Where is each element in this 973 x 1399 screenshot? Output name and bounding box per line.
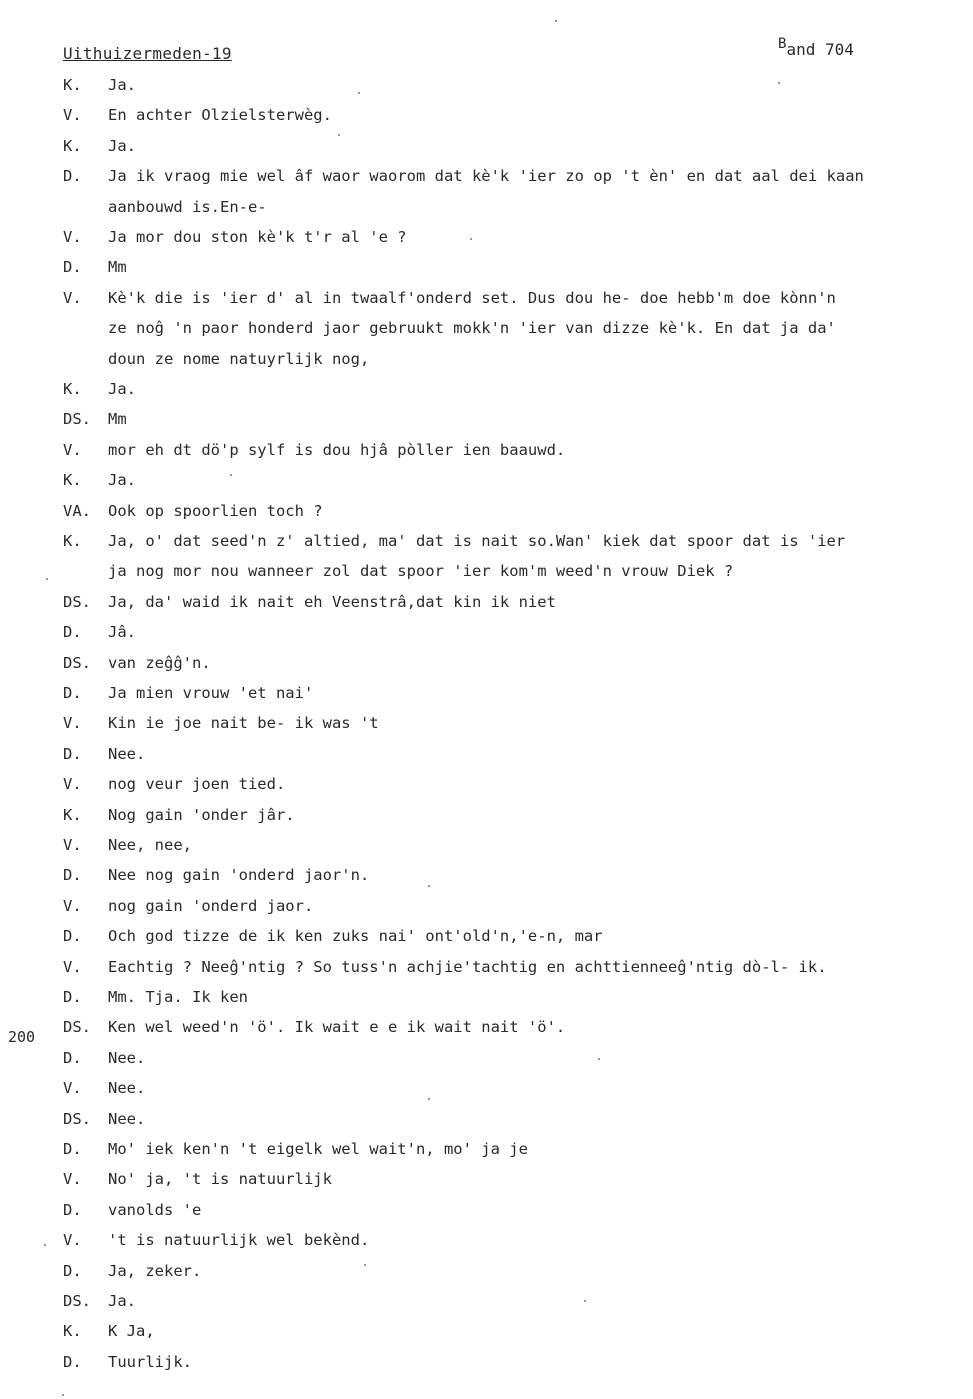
utterance-text: Ja. bbox=[108, 380, 136, 398]
utterance-text: vanolds 'e bbox=[108, 1201, 202, 1219]
speaker-label: DS. bbox=[63, 1018, 91, 1036]
speaker-label: V. bbox=[63, 714, 82, 732]
utterance-text: Nee. bbox=[108, 1049, 146, 1067]
utterance-text: Och god tizze de ik ken zuks nai' ont'old'n,'e-n, mar bbox=[108, 927, 603, 945]
utterance-text: No' ja, 't is natuurlijk bbox=[108, 1170, 332, 1188]
utterance-text: ja nog mor nou wanneer zol dat spoor 'ier kom'm weed'n vrouw Diek ? bbox=[108, 562, 734, 580]
utterance-text: Ja. bbox=[108, 76, 136, 94]
scan-speck bbox=[364, 1264, 366, 1266]
utterance-text: Ken wel weed'n 'ö'. Ik wait e e ik wait nait 'ö'. bbox=[108, 1018, 566, 1036]
utterance-text: Ja mor dou ston kè'k t'r al 'e ? bbox=[108, 228, 407, 246]
utterance-text: Mm bbox=[108, 410, 127, 428]
scan-speck bbox=[428, 885, 430, 887]
scan-speck bbox=[555, 20, 557, 22]
utterance-text: Nee, nee, bbox=[108, 836, 192, 854]
scan-speck bbox=[358, 92, 360, 94]
speaker-label: D. bbox=[63, 623, 82, 641]
utterance-text: Mm. Tja. Ik ken bbox=[108, 988, 248, 1006]
utterance-text: Nee. bbox=[108, 1110, 146, 1128]
speaker-label: D. bbox=[63, 258, 82, 276]
utterance-text: En achter Olzielsterwèg. bbox=[108, 106, 332, 124]
speaker-label: D. bbox=[63, 988, 82, 1006]
margin-number: 200 bbox=[8, 1028, 36, 1046]
utterance-text: Nee nog gain 'onderd jaor'n. bbox=[108, 866, 370, 884]
speaker-label: D. bbox=[63, 1140, 82, 1158]
utterance-text: 't is natuurlijk wel bekènd. bbox=[108, 1231, 370, 1249]
speaker-label: V. bbox=[63, 775, 82, 793]
utterance-text: Nee. bbox=[108, 745, 146, 763]
scan-speck bbox=[230, 474, 232, 476]
speaker-label: K. bbox=[63, 76, 82, 94]
utterance-text: nog gain 'onderd jaor. bbox=[108, 897, 314, 915]
utterance-text: K Ja, bbox=[108, 1322, 155, 1340]
utterance-text: Ook op spoorlien toch ? bbox=[108, 502, 323, 520]
speaker-label: V. bbox=[63, 1079, 82, 1097]
speaker-label: D. bbox=[63, 1262, 82, 1280]
speaker-label: V. bbox=[63, 228, 82, 246]
utterance-text: Mm bbox=[108, 258, 127, 276]
utterance-text: Ja. bbox=[108, 137, 136, 155]
speaker-label: K. bbox=[63, 1322, 82, 1340]
speaker-label: V. bbox=[63, 441, 82, 459]
utterance-text: Ja. bbox=[108, 1292, 136, 1310]
utterance-text: Mo' iek ken'n 't eigelk wel wait'n, mo' ja je bbox=[108, 1140, 528, 1158]
scan-speck bbox=[62, 1394, 64, 1396]
scan-speck bbox=[584, 1300, 586, 1302]
utterance-text: mor eh dt dö'p sylf is dou hjâ pòller ien baauwd. bbox=[108, 441, 566, 459]
band-number-rest: and 704 bbox=[786, 40, 854, 59]
speaker-label: DS. bbox=[63, 1110, 91, 1128]
utterance-text: Kè'k die is 'ier d' al in twaalf'onderd set. Dus dou he- doe hebb'm doe kònn'n bbox=[108, 289, 836, 307]
utterance-text: doun ze nome natuyrlijk nog, bbox=[108, 350, 370, 368]
speaker-label: D. bbox=[63, 745, 82, 763]
band-number-cap: B bbox=[778, 36, 787, 52]
utterance-text: nog veur joen tied. bbox=[108, 775, 286, 793]
utterance-text: ze noĝ 'n paor honderd jaor gebruukt mokk'n 'ier van dizze kè'k. En dat ja da' bbox=[108, 319, 836, 337]
utterance-text: Kin ie joe nait be- ik was 't bbox=[108, 714, 379, 732]
speaker-label: D. bbox=[63, 167, 82, 185]
scan-speck bbox=[778, 82, 780, 84]
speaker-label: K. bbox=[63, 137, 82, 155]
speaker-label: DS. bbox=[63, 1292, 91, 1310]
utterance-text: Tuurlijk. bbox=[108, 1353, 192, 1371]
speaker-label: DS. bbox=[63, 593, 91, 611]
utterance-text: Ja. bbox=[108, 471, 136, 489]
speaker-label: K. bbox=[63, 471, 82, 489]
speaker-label: V. bbox=[63, 1231, 82, 1249]
speaker-label: K. bbox=[63, 380, 82, 398]
utterance-text: Nog gain 'onder jâr. bbox=[108, 806, 295, 824]
speaker-label: D. bbox=[63, 927, 82, 945]
speaker-label: D. bbox=[63, 684, 82, 702]
utterance-text: Eachtig ? Neeĝ'ntig ? So tuss'n achjie'tachtig en achttienneeĝ'ntig dò-l- ik. bbox=[108, 958, 827, 976]
speaker-label: K. bbox=[63, 532, 82, 550]
utterance-text: Ja, zeker. bbox=[108, 1262, 202, 1280]
utterance-text: Ja, da' waid ik nait eh Veenstrâ,dat kin ik niet bbox=[108, 593, 556, 611]
scan-speck bbox=[598, 1058, 600, 1060]
scan-speck bbox=[46, 578, 48, 580]
document-title: Uithuizermeden-19 bbox=[63, 44, 232, 63]
speaker-label: V. bbox=[63, 1170, 82, 1188]
utterance-text: Jâ. bbox=[108, 623, 136, 641]
band-number bbox=[778, 36, 854, 59]
speaker-label: D. bbox=[63, 1353, 82, 1371]
utterance-text: Ja mien vrouw 'et nai' bbox=[108, 684, 314, 702]
speaker-label: V. bbox=[63, 106, 82, 124]
scan-speck bbox=[338, 134, 340, 136]
utterance-text: aanbouwd is.En-e- bbox=[108, 198, 267, 216]
scan-speck bbox=[428, 1098, 430, 1100]
speaker-label: V. bbox=[63, 897, 82, 915]
speaker-label: V. bbox=[63, 289, 82, 307]
speaker-label: V. bbox=[63, 958, 82, 976]
utterance-text: van zeĝĝ'n. bbox=[108, 654, 211, 672]
speaker-label: V. bbox=[63, 836, 82, 854]
speaker-label: D. bbox=[63, 1201, 82, 1219]
utterance-text: Ja, o' dat seed'n z' altied, ma' dat is nait so.Wan' kiek dat spoor dat is 'ier bbox=[108, 532, 846, 550]
speaker-label: DS. bbox=[63, 410, 91, 428]
speaker-label: K. bbox=[63, 806, 82, 824]
utterance-text: Nee. bbox=[108, 1079, 146, 1097]
speaker-label: D. bbox=[63, 1049, 82, 1067]
speaker-label: D. bbox=[63, 866, 82, 884]
speaker-label: VA. bbox=[63, 502, 91, 520]
scan-speck bbox=[44, 1244, 46, 1246]
speaker-label: DS. bbox=[63, 654, 91, 672]
utterance-text: Ja ik vraog mie wel âf waor waorom dat kè'k 'ier zo op 't èn' en dat aal dei kaan bbox=[108, 167, 864, 185]
scan-speck bbox=[470, 238, 472, 240]
